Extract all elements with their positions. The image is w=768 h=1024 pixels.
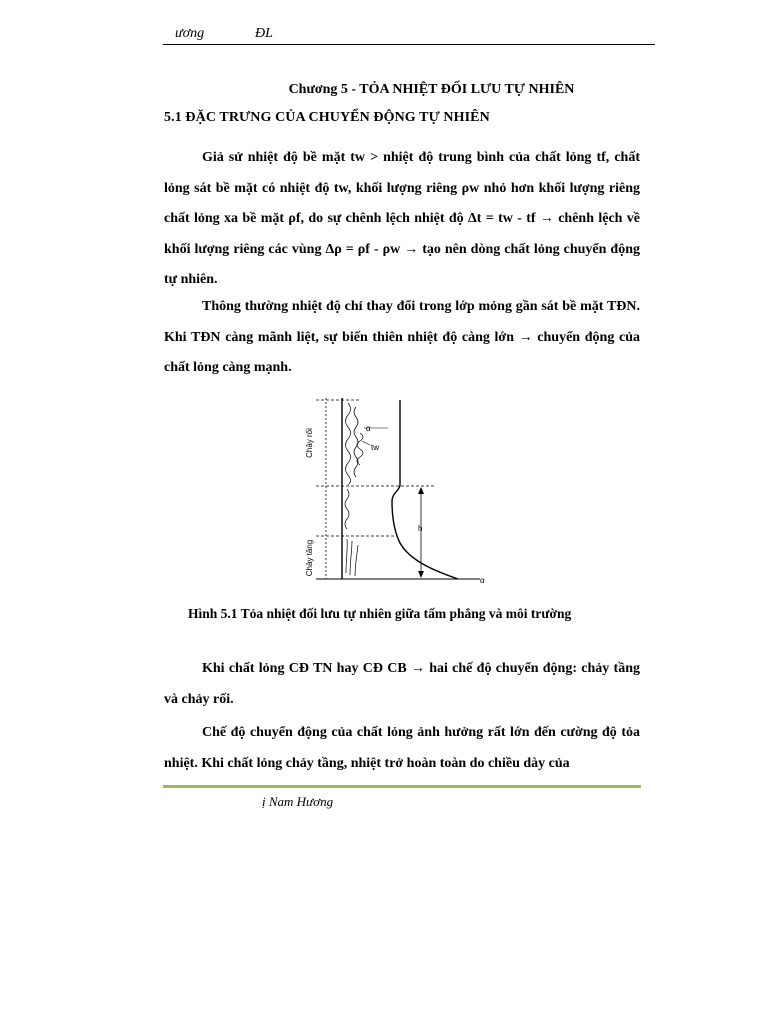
figure-natural-convection xyxy=(300,393,500,588)
label-laminar: Chảy tầng xyxy=(305,539,314,577)
footer-rule xyxy=(163,785,641,788)
h-arrow-bottom xyxy=(418,571,424,578)
paragraph-4-text: Chế độ chuyển động của chất lỏng ảnh hưởng rất lớn đến cường độ tỏa nhiệt. Khi chất lỏng chảy tầng, nhiệt trở hoàn toàn do chiều dày của xyxy=(164,725,640,771)
header-rule xyxy=(163,44,655,45)
header-left-text: ương xyxy=(175,26,205,41)
paragraph-3 xyxy=(164,654,640,715)
paragraph-4 xyxy=(164,718,640,779)
chapter-title: Chương 5 - TỎA NHIỆT ĐỐI LƯU TỰ NHIÊN xyxy=(288,82,575,97)
footer-text: ị Nam Hương xyxy=(262,794,334,809)
paragraph-2-text: Thông thường nhiệt độ chỉ thay đổi trong lớp mỏng gần sát bề mặt TĐN. Khi TĐN càng mãnh liệt, sự biến thiên nhiệt độ càng lớn → chuyển động của chất lỏng càng mạnh. xyxy=(164,299,640,375)
paragraph-1 xyxy=(164,143,640,296)
turbulent-wave-1 xyxy=(346,403,351,485)
tw-pointer xyxy=(362,441,370,445)
section-title: 5.1 ĐẶC TRƯNG CỦA CHUYỂN ĐỘNG TỰ NHIÊN xyxy=(164,110,490,125)
h-arrow-top xyxy=(418,487,424,494)
laminar-flow-line-1 xyxy=(346,539,347,573)
paragraph-2 xyxy=(164,292,640,384)
paragraph-3-text: Khi chất lỏng CĐ TN hay CĐ CB → hai chế độ chuyển động: chảy tầng và chảy rối. xyxy=(164,661,640,707)
alpha-curve xyxy=(392,400,458,579)
laminar-flow-line-2 xyxy=(350,541,352,575)
label-h: h xyxy=(418,524,423,533)
turbulent-wave-2 xyxy=(354,407,358,477)
label-tw: tw xyxy=(371,443,379,452)
paragraph-1-text: Giả sử nhiệt độ bề mặt tw > nhiệt độ trung bình của chất lỏng tf, chất lỏng sát bề mặt có nhiệt độ tw, khối lượng riêng ρw nhỏ hơn khối lượng riêng chất lỏng xa bề mặt ρf, do sự chênh lệch nhiệt độ Δt = tw - tf → chênh lệch về khối lượng riêng các vùng Δρ = ρf - ρw → tạo nên dòng chất lỏng chuyển động tự nhiên. xyxy=(164,150,640,287)
laminar-flow-line-3 xyxy=(355,545,358,576)
header-right-text: ĐL xyxy=(255,26,273,41)
label-alpha-top: α xyxy=(366,424,371,433)
figure-caption: Hình 5.1 Tỏa nhiệt đối lưu tự nhiên giữa tấm phẳng và môi trường xyxy=(188,606,572,621)
label-alpha-axis: α xyxy=(480,576,485,585)
transition-wave xyxy=(345,489,349,529)
label-turbulent: Chảy rối xyxy=(305,428,314,458)
